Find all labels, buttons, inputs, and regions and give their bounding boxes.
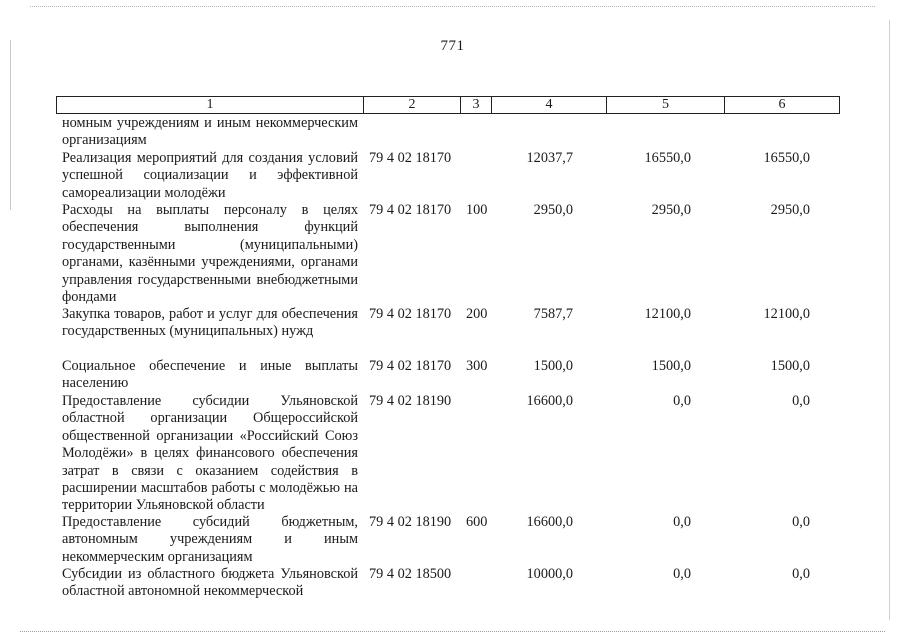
header-col-3: 3	[472, 97, 480, 112]
header-col-4: 4	[545, 97, 553, 112]
row-value-col6: 2950,0	[770, 202, 810, 218]
header-col-5: 5	[662, 97, 669, 112]
row-code: 79 4 02 18170	[369, 306, 452, 322]
row-value-col5: 0,0	[673, 393, 691, 409]
row-code: 79 4 02 18170	[369, 202, 452, 218]
row-name: Социальное обеспечение и иные выплаты населению	[62, 358, 358, 392]
scan-edge-right	[889, 20, 890, 620]
row-name: Закупка товаров, работ и услуг для обеспечения государственных (муниципальных) нужд	[62, 306, 358, 340]
row-name: Реализация мероприятий для создания условий успешной социализации и эффективной самореализации молодёжи	[62, 150, 358, 201]
row-value-col4: 7587,7	[533, 306, 573, 322]
row-value-col5: 0,0	[673, 514, 691, 530]
header-col-1: 1	[206, 97, 214, 112]
row-value-col4: 12037,7	[526, 150, 573, 166]
row-name: Субсидии из областного бюджета Ульяновской областной автономной некоммерческой	[62, 566, 358, 600]
row-expense-type: 200	[466, 306, 488, 322]
scan-edge-left	[10, 40, 11, 210]
header-col-6: 6	[778, 97, 786, 112]
header-col-2: 2	[408, 97, 416, 112]
scan-edge-bottom	[20, 631, 885, 633]
scan-edge-top	[30, 6, 875, 8]
row-value-col6: 16550,0	[763, 150, 810, 166]
row-code: 79 4 02 18500	[369, 566, 452, 582]
row-code: 79 4 02 18190	[369, 393, 452, 409]
row-name: Предоставление субсидии Ульяновской областной организации Общероссийской общественной организации «Российский Союз Молодёжи» в целях финансового обеспечения затрат в связи с оказанием содействия в расширении масштабов работы с молодёжью на территории Ульяновской области	[62, 393, 358, 514]
page-number: 771	[440, 38, 465, 54]
row-value-col6: 12100,0	[763, 306, 810, 322]
row-value-col5: 2950,0	[651, 202, 691, 218]
row-value-col4: 1500,0	[533, 358, 573, 374]
row-expense-type: 300	[466, 358, 488, 374]
row-name: Предоставление субсидий бюджетным, автономным учреждениям и иным некоммерческим организациям	[62, 514, 358, 565]
row-value-col5: 12100,0	[644, 306, 691, 322]
row-code: 79 4 02 18170	[369, 358, 452, 374]
row-name: Расходы на выплаты персоналу в целях обеспечения выполнения функций государственными (муниципальными) органами, казёнными учреждениями, органами управления государственными внебюджетными фондами	[62, 202, 358, 306]
row-value-col4: 10000,0	[526, 566, 573, 582]
row-value-col6: 1500,0	[770, 358, 810, 374]
row-name: номным учреждениям и иным некоммерческим организациям	[62, 115, 358, 149]
row-value-col6: 0,0	[792, 514, 810, 530]
row-value-col5: 16550,0	[644, 150, 691, 166]
row-value-col4: 2950,0	[533, 202, 573, 218]
row-value-col4: 16600,0	[526, 514, 573, 530]
row-value-col5: 1500,0	[651, 358, 691, 374]
row-expense-type: 600	[466, 514, 488, 530]
row-code: 79 4 02 18170	[369, 150, 452, 166]
row-expense-type: 100	[466, 202, 488, 218]
row-code: 79 4 02 18190	[369, 514, 452, 530]
row-value-col6: 0,0	[792, 393, 810, 409]
row-value-col6: 0,0	[792, 566, 810, 582]
row-value-col4: 16600,0	[526, 393, 573, 409]
table-header	[56, 96, 840, 114]
row-value-col5: 0,0	[673, 566, 691, 582]
